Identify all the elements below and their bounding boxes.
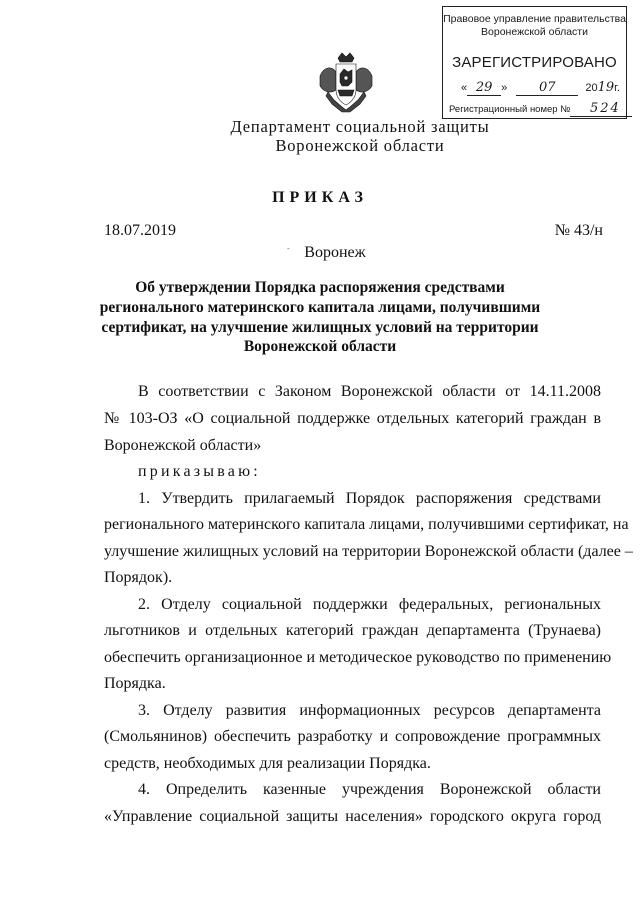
registration-stamp <box>442 6 627 119</box>
body-line: Порядка. <box>104 675 166 692</box>
body-line: 3. Отделу развития информационных ресурсов департамента <box>138 702 601 719</box>
heading-line: Об утверждении Порядка распоряжения средствами <box>135 279 505 296</box>
heading-line: Воронежской области <box>243 338 397 355</box>
body-line: улучшение жилищных условий на территории Воронежской области (далее – <box>104 543 633 560</box>
stamp-year: 19 <box>597 80 615 95</box>
body-line: льготников и отдельных категорий граждан департамента (Трунаева) <box>104 622 601 639</box>
body-line: В соответствии с Законом Воронежской области от 14.11.2008 <box>138 383 601 400</box>
stamp-year-suffix: г. <box>614 82 620 94</box>
body-line: № 103-ОЗ «О социальной поддержке отдельных категорий граждан в <box>104 410 601 427</box>
document-number: № 43/н <box>554 222 603 239</box>
coat-of-arms-emblem <box>314 50 378 114</box>
heading-line: регионального материнского капитала лицами, получившими <box>99 299 541 316</box>
stamp-close-quote: » <box>501 82 508 94</box>
body-line: «Управление социальной защиты населения» городского округа город <box>104 808 601 825</box>
stamp-reg-number: 524 <box>589 101 621 116</box>
stamp-organization <box>443 13 626 39</box>
order-verb: приказываю: <box>138 463 261 480</box>
stamp-org-line-1: Правовое управление правительства <box>443 13 626 25</box>
body-line: 2. Отделу социальной поддержки федеральных, региональных <box>138 596 601 613</box>
stamp-date-line <box>461 80 620 96</box>
stamp-registered-label: ЗАРЕГИСТРИРОВАНО <box>452 54 617 71</box>
body-line: регионального материнского капитала лицами, получившими сертификат, на <box>104 516 629 533</box>
body-line: 4. Определить казенные учреждения Воронежской области <box>138 781 601 798</box>
body-line: средств, необходимых для реализации Порядка. <box>104 755 431 772</box>
stamp-month: 07 <box>539 80 556 95</box>
department-name-line-1: Департамент социальной защиты <box>230 117 490 136</box>
body-line: (Смольянинов) обеспечить разработку и сопровождение программных <box>104 728 601 745</box>
stamp-day: 29 <box>475 80 493 95</box>
separator-dot: - <box>287 244 290 253</box>
stamp-reg-number-label: Регистрационный номер № <box>449 104 571 115</box>
document-type-title: ПРИКАЗ <box>272 189 368 206</box>
document-city: Воронеж <box>304 244 366 261</box>
body-line: Порядок). <box>104 569 173 586</box>
body-line: 1. Утвердить прилагаемый Порядок распоряжения средствами <box>138 490 601 507</box>
body-line: обеспечить организационное и методическое руководство по применению <box>104 649 612 666</box>
stamp-number-line <box>449 101 632 117</box>
stamp-open-quote: « <box>461 82 468 94</box>
document-date: 18.07.2019 <box>104 222 176 239</box>
department-name-line-2: Воронежской области <box>275 136 445 155</box>
heading-line: сертификат, на улучшение жилищных условий на территории <box>101 319 539 336</box>
body-line: Воронежской области» <box>104 437 262 454</box>
stamp-org-line-2: Воронежской области <box>481 26 588 38</box>
stamp-year-prefix: 20 <box>585 82 598 94</box>
